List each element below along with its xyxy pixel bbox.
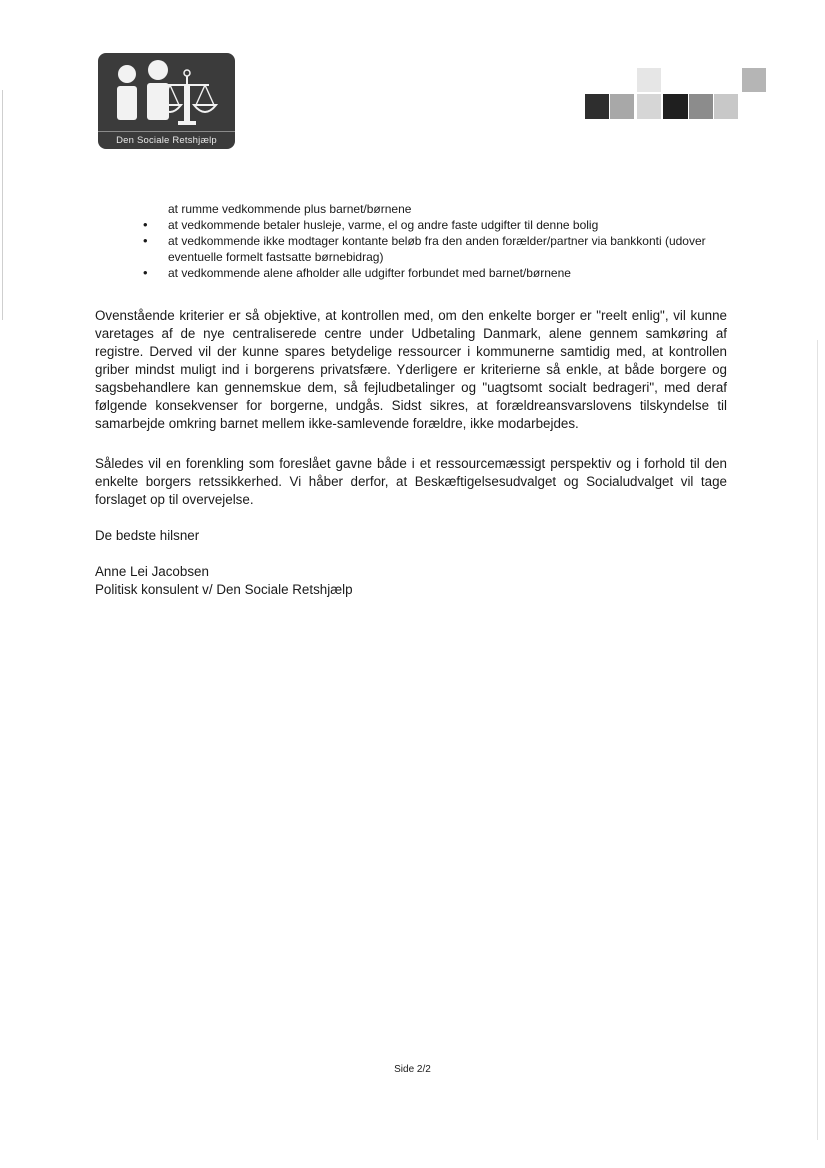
scan-artifact-left <box>2 90 3 320</box>
list-item: • at vedkommende alene afholder alle udgifter forbundet med barnet/børnene <box>140 265 740 281</box>
body-paragraph: Således vil en forenkling som foreslået gavne både i et ressourcemæssigt perspektiv og i forhold til den enkelte borgers retssikkerhed. Vi håber derfor, at Beskæftigelsesudvalget og Socialudvalget vil tage forslaget op til overvejelse. <box>95 456 727 507</box>
decorative-squares <box>585 66 770 122</box>
logo-wordmark: Den Sociale Retshjælp <box>116 135 217 146</box>
decor-square <box>610 94 634 119</box>
decor-square <box>714 94 738 119</box>
list-continuation: at rumme vedkommende plus barnet/børnene <box>168 202 412 216</box>
body-paragraph: Ovenstående kriterier er så objektive, at kontrollen med, om den enkelte borger er "reelt enlig", vil kunne varetages af de nye centraliserede centre under Udbetaling Danmark, alene gennem samkøring af registre. Derved vil der kunne spares betydelige ressourcer i kommunerne samtidig med, at kontrollen griber mindst muligt ind i borgerens privatsfære. Yderligere er kriterierne så enkle, at både borgere og sagsbehandlere kan gennemskue dem, så fejludbetalinger og "uagtsomt socialt bedrageri", med deraf følgende konsekvenser for borgerne, undgås. Sidst sikres, at forældreansvarslovens tilskyndelse til samarbejde omkring barnet mellem ikke-samlevende forældre, ikke modarbejdes. <box>95 308 727 431</box>
signature-title: Politisk konsulent v/ Den Sociale Retshjælp <box>95 582 353 597</box>
decor-square <box>689 94 713 119</box>
organization-logo <box>98 53 235 149</box>
signature-name: Anne Lei Jacobsen <box>95 564 209 579</box>
decor-square <box>742 68 766 92</box>
page-number: Side 2/2 <box>394 1064 431 1075</box>
closing-greeting: De bedste hilsner <box>95 528 200 543</box>
signature-block <box>95 563 727 599</box>
scan-artifact-right <box>817 340 818 1140</box>
list-item: • at vedkommende betaler husleje, varme, el og andre faste udgifter til denne bolig <box>140 217 740 233</box>
decor-square <box>637 94 661 119</box>
criteria-list <box>140 201 740 281</box>
decor-square <box>663 94 688 119</box>
decor-square <box>637 68 661 92</box>
list-item: • at vedkommende ikke modtager kontante beløb fra den anden forælder/partner via bankkonti (udover eventuelle formelt fastsatte børnebidrag) <box>140 233 740 265</box>
decor-square <box>585 94 609 119</box>
